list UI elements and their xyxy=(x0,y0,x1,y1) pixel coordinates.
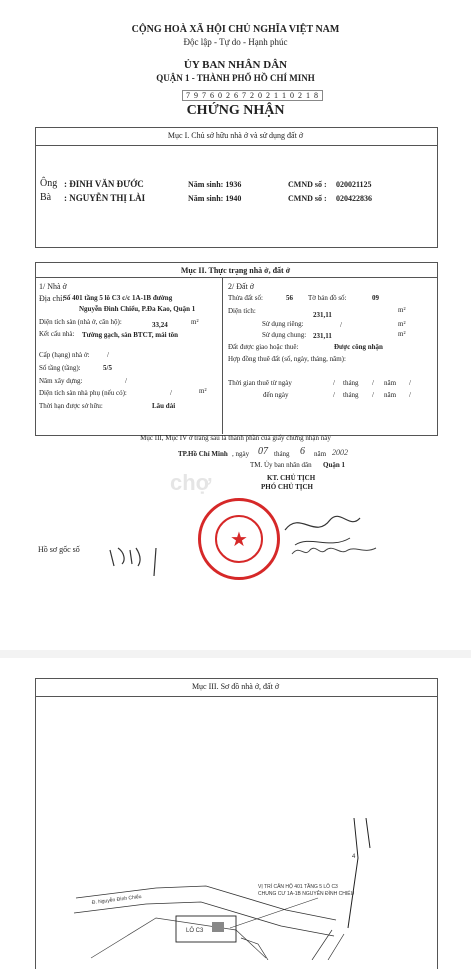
owner-1-name: : ĐINH VĂN ĐƯỚC xyxy=(64,179,144,189)
district-heading: QUẬN 1 - THÀNH PHỐ HỒ CHÍ MINH xyxy=(156,73,315,83)
parcel-label: Thửa đất số: xyxy=(228,294,263,302)
file-number-handwriting xyxy=(106,540,166,580)
kt-chairman: KT. CHỦ TỊCH xyxy=(267,474,316,482)
lease-to-slash-1: / xyxy=(333,391,335,399)
owner-1-birth: Năm sinh: 1936 xyxy=(188,180,242,189)
address-label: Địa chỉ: xyxy=(39,294,65,303)
vice-chairman: PHÓ CHỦ TỊCH xyxy=(261,483,313,491)
map-label-2: CHUNG CƯ 1A-1B NGUYỄN ĐÌNH CHIỂU xyxy=(258,891,355,897)
storeys-label: Số tầng (tầng): xyxy=(39,364,81,372)
owner-2-name: : NGUYỄN THỊ LÀI xyxy=(64,193,146,203)
owner-1-prefix: Ông xyxy=(40,178,58,189)
floor-area-label: Diện tích sàn (nhà ở, căn hộ): xyxy=(39,318,122,326)
motto: Độc lập - Tự do - Hạnh phúc xyxy=(183,37,288,47)
term-label: Thời hạn được sở hữu: xyxy=(39,402,103,410)
sign-month-label: tháng xyxy=(274,450,290,458)
allocation-value: Được công nhận xyxy=(334,343,383,351)
parcel-value: 56 xyxy=(286,294,293,302)
map-label-1: VỊ TRÍ CĂN HỘ 401 TẦNG 5 LÔ C3 xyxy=(258,884,338,890)
sign-place: TP.Hồ Chí Minh xyxy=(178,450,228,458)
storeys-value: 5/5 xyxy=(103,364,112,372)
common-use-value: 231,11 xyxy=(313,332,332,340)
year-value: / xyxy=(125,377,127,385)
sign-date-text: , ngày xyxy=(232,450,250,458)
owner-2-id: 020422836 xyxy=(336,194,372,203)
year-label: Năm xây dựng: xyxy=(39,377,83,385)
lease-to-year: năm xyxy=(384,391,397,399)
lease-to-slash-2: / xyxy=(372,391,374,399)
common-use-label: Sử dụng chung: xyxy=(262,331,307,339)
owner-1-id-label: CMND số : xyxy=(288,180,327,189)
lease-from-year: năm xyxy=(384,379,397,387)
land-heading: 2/ Đất ở xyxy=(228,282,255,291)
sign-day: 07 xyxy=(258,446,268,457)
land-area-label: Diện tích: xyxy=(228,307,256,315)
owner-2-id-label: CMND số : xyxy=(288,194,327,203)
sign-year-label: năm xyxy=(314,450,327,458)
section-3-note: Mục III, Mục IV ở trang sau là thành phần của giấy chứng nhận này xyxy=(140,434,331,442)
owner-1-id: 020021125 xyxy=(336,180,372,189)
section-2-column-divider xyxy=(222,277,223,434)
land-area-unit: m² xyxy=(398,306,406,314)
structure-value: Tường gạch, sàn BTCT, mái tôn xyxy=(82,331,179,339)
common-use-unit: m² xyxy=(398,330,406,338)
address-line-1: Số 401 tầng 5 lô C3 c/c 1A-1B đường xyxy=(63,294,173,302)
committee-heading: ỦY BAN NHÂN DÂN xyxy=(183,59,288,71)
svg-text:4: 4 xyxy=(352,854,356,860)
street-label: Đ. Nguyễn Đình Chiểu xyxy=(91,893,142,906)
lease-to-month: tháng xyxy=(343,391,359,399)
certificate-page-2 xyxy=(0,658,471,960)
private-use-value: / xyxy=(340,321,342,329)
signatory-name-handwriting xyxy=(290,540,380,562)
section-3-divider xyxy=(35,696,437,697)
lot-label: LÔ C3 xyxy=(186,928,204,934)
grade-value: / xyxy=(107,351,109,359)
structure-label: Kết cấu nhà: xyxy=(39,330,75,338)
private-use-unit: m² xyxy=(398,320,406,328)
private-use-label: Sử dụng riêng: xyxy=(262,320,304,328)
sign-month: 6 xyxy=(300,446,305,457)
red-seal-stamp: ★ xyxy=(198,498,280,580)
section-1-title: Mục I. Chủ sở hữu nhà ở và sử dụng đất ở xyxy=(167,131,304,140)
lease-from-slash-2: / xyxy=(372,379,374,387)
auxiliary-area-label: Diện tích sàn nhà phụ (nếu có): xyxy=(39,389,127,397)
serial-number: 7 9 7 6 0 2 6 7 2 0 2 1 1 0 2 1 8 xyxy=(182,90,323,101)
original-file-label: Hồ sơ gốc số xyxy=(38,545,80,554)
section-2-title: Mục II. Thực trạng nhà ở, đất ở xyxy=(180,266,291,275)
auxiliary-area-unit: m² xyxy=(199,387,207,395)
watermark: chợ xyxy=(170,470,212,495)
lease-contract-label: Hợp đồng thuê đất (số, ngày, tháng, năm): xyxy=(228,355,346,363)
sign-year: 2002 xyxy=(332,448,348,457)
lease-from-slash-3: / xyxy=(409,379,411,387)
allocation-label: Đất được giao hoặc thuê: xyxy=(228,343,299,351)
page-gap xyxy=(0,650,471,658)
section-3-title: Mục III. Sơ đồ nhà ở, đất ở xyxy=(191,682,280,691)
auxiliary-area-value: / xyxy=(170,389,172,397)
section-2-divider xyxy=(35,277,437,278)
lease-from-label: Thời gian thuê từ ngày xyxy=(228,379,292,387)
land-area-value: 231,11 xyxy=(313,311,332,319)
lease-to-slash-3: / xyxy=(409,391,411,399)
nation-heading: CỘNG HOÀ XÃ HỘI CHỦ NGHĨA VIỆT NAM xyxy=(131,24,340,35)
on-behalf: TM. Ủy ban nhân dân xyxy=(250,461,312,469)
map-sheet-label: Tờ bản đồ số: xyxy=(308,294,347,302)
map-sheet-value: 09 xyxy=(372,294,379,302)
section-1-divider xyxy=(35,145,437,146)
owner-2-birth: Năm sinh: 1940 xyxy=(188,194,242,203)
on-behalf-district: Quận 1 xyxy=(323,461,345,469)
lease-to-label: đến ngày xyxy=(263,391,289,399)
address-line-2: Nguyễn Đình Chiểu, P.Đa Kao, Quận 1 xyxy=(79,305,196,313)
doc-title: CHỨNG NHẬN xyxy=(186,103,285,118)
lease-from-month: tháng xyxy=(343,379,359,387)
floor-area-value: 33,24 xyxy=(152,321,168,329)
owner-2-prefix: Bà xyxy=(40,192,52,203)
lease-from-slash-1: / xyxy=(333,379,335,387)
grade-label: Cấp (hạng) nhà ở: xyxy=(39,351,90,359)
site-plan-map xyxy=(36,818,436,960)
floor-area-unit: m² xyxy=(191,318,199,326)
house-heading: 1/ Nhà ở xyxy=(39,282,67,291)
term-value: Lâu dài xyxy=(152,402,176,410)
